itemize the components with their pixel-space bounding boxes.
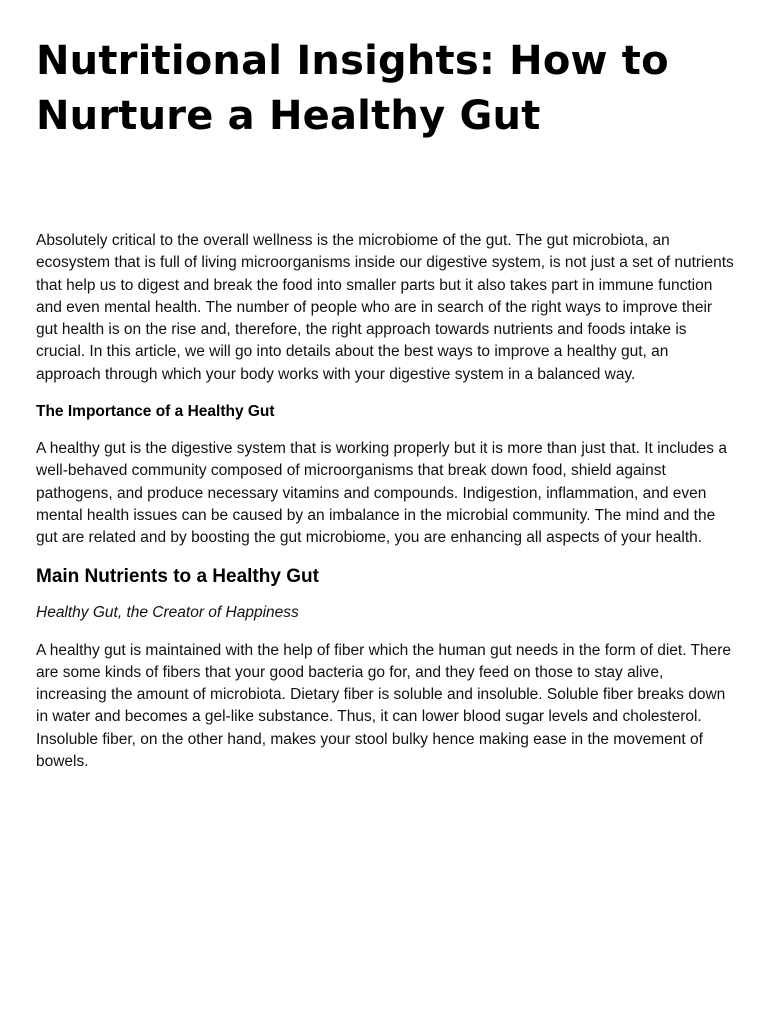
article-title: Nutritional Insights: How to Nurture a Healthy Gut xyxy=(36,38,669,139)
section-heading-importance: The Importance of a Healthy Gut xyxy=(36,403,275,421)
intro-paragraph: Absolutely critical to the overall wellness is the microbiome of the gut. The gut microbiota, an ecosystem that is full of living microorganisms inside our digestive system, is not just a set of nutrients that help us to digest and break the food into smaller parts but it also takes part in immune function and even mental health. The number of people who are in search of the right ways to improve their gut health is on the rise and, therefore, the right approach towards nutrients and foods intake is crucial. In this article, we will go into details about the best ways to improve a healthy gut, an approach through which your body works with your digestive system in a balanced way. xyxy=(36,232,734,383)
article xyxy=(36,0,736,773)
section-heading-nutrients: Main Nutrients to a Healthy Gut xyxy=(36,565,319,587)
section-subtitle: Healthy Gut, the Creator of Happiness xyxy=(36,603,299,621)
importance-paragraph: A healthy gut is the digestive system that is working properly but it is more than just that. It includes a well-behaved community composed of microorganisms that break down food, shield against pathogens, and produce necessary vitamins and compounds. Indigestion, inflammation, and even mental health issues can be caused by an imbalance in the microbial community. The mind and the gut are related and by boosting the gut microbiome, you are enhancing all aspects of your health. xyxy=(36,440,727,547)
fiber-paragraph: A healthy gut is maintained with the help of fiber which the human gut needs in the form of diet. There are some kinds of fibers that your good bacteria go for, and they feed on those to stay alive, increasing the amount of microbiota. Dietary fiber is soluble and insoluble. Soluble fiber breaks down in water and becomes a gel-like substance. Thus, it can lower blood sugar levels and cholesterol. Insoluble fiber, on the other hand, makes your stool bulky hence making ease in the movement of bowels. xyxy=(36,641,732,771)
